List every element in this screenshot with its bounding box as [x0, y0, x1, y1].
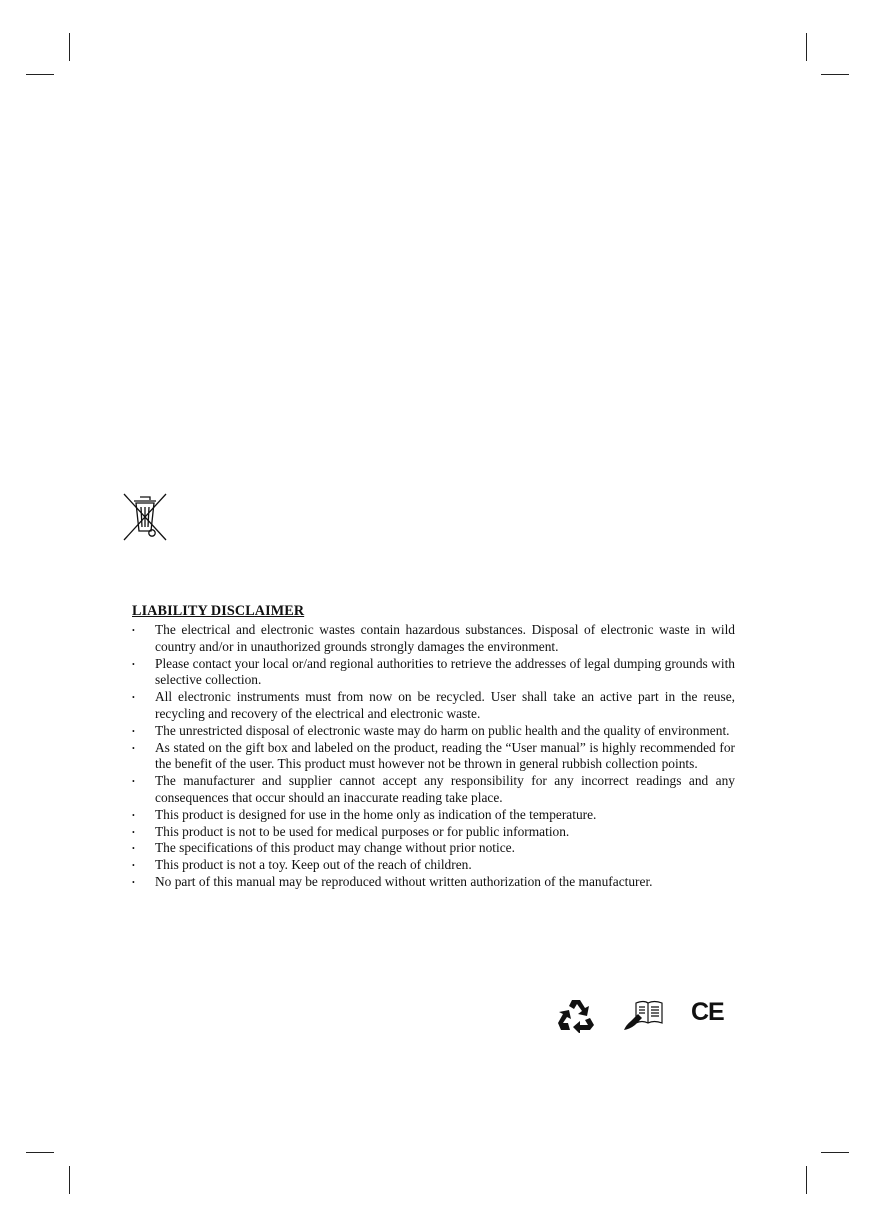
- crop-mark-top-right-horizontal: [821, 74, 849, 75]
- crop-mark-bottom-left-vertical: [69, 1166, 70, 1194]
- list-item: • This product is designed for use in the home only as indication of the temperature.: [132, 807, 735, 824]
- recycle-icon: [556, 997, 596, 1033]
- list-item: • The specifications of this product may change without prior notice.: [132, 840, 735, 857]
- list-item: • The electrical and electronic wastes contain hazardous substances. Disposal of electronic waste in wild country and/or in unauthorized grounds strongly damages the environment.: [132, 622, 735, 656]
- ce-mark-icon: [691, 998, 723, 1028]
- ce-mark-text: CE: [691, 998, 724, 1026]
- crop-mark-bottom-right-horizontal: [821, 1152, 849, 1153]
- list-item: • This product is not to be used for medical purposes or for public information.: [132, 824, 735, 841]
- crossed-out-wheelie-bin-icon: [122, 492, 168, 542]
- crop-mark-top-left-horizontal: [26, 74, 54, 75]
- crop-mark-top-right-vertical: [806, 33, 807, 61]
- read-manual-icon: [622, 997, 664, 1033]
- list-item: • No part of this manual may be reproduced without written authorization of the manufacturer.: [132, 874, 735, 891]
- list-item: • The manufacturer and supplier cannot accept any responsibility for any incorrect readings and any consequences that occur should an inaccurate reading take place.: [132, 773, 735, 807]
- list-item: • The unrestricted disposal of electronic waste may do harm on public health and the quality of environment.: [132, 723, 735, 740]
- crop-mark-bottom-right-vertical: [806, 1166, 807, 1194]
- disclaimer-heading: LIABILITY DISCLAIMER: [132, 603, 305, 619]
- list-item: • All electronic instruments must from now on be recycled. User shall take an active part in the reuse, recycling and recovery of the electrical and electronic waste.: [132, 689, 735, 723]
- disclaimer-list: [132, 622, 735, 891]
- crop-mark-top-left-vertical: [69, 33, 70, 61]
- list-item: • As stated on the gift box and labeled on the product, reading the “User manual” is highly recommended for the benefit of the user. This product must however not be thrown in general rubbish collection points.: [132, 740, 735, 774]
- footer-symbols: [556, 997, 726, 1033]
- list-item: • Please contact your local or/and regional authorities to retrieve the addresses of legal dumping grounds with selective collection.: [132, 656, 735, 690]
- list-item: • This product is not a toy. Keep out of the reach of children.: [132, 857, 735, 874]
- crop-mark-bottom-left-horizontal: [26, 1152, 54, 1153]
